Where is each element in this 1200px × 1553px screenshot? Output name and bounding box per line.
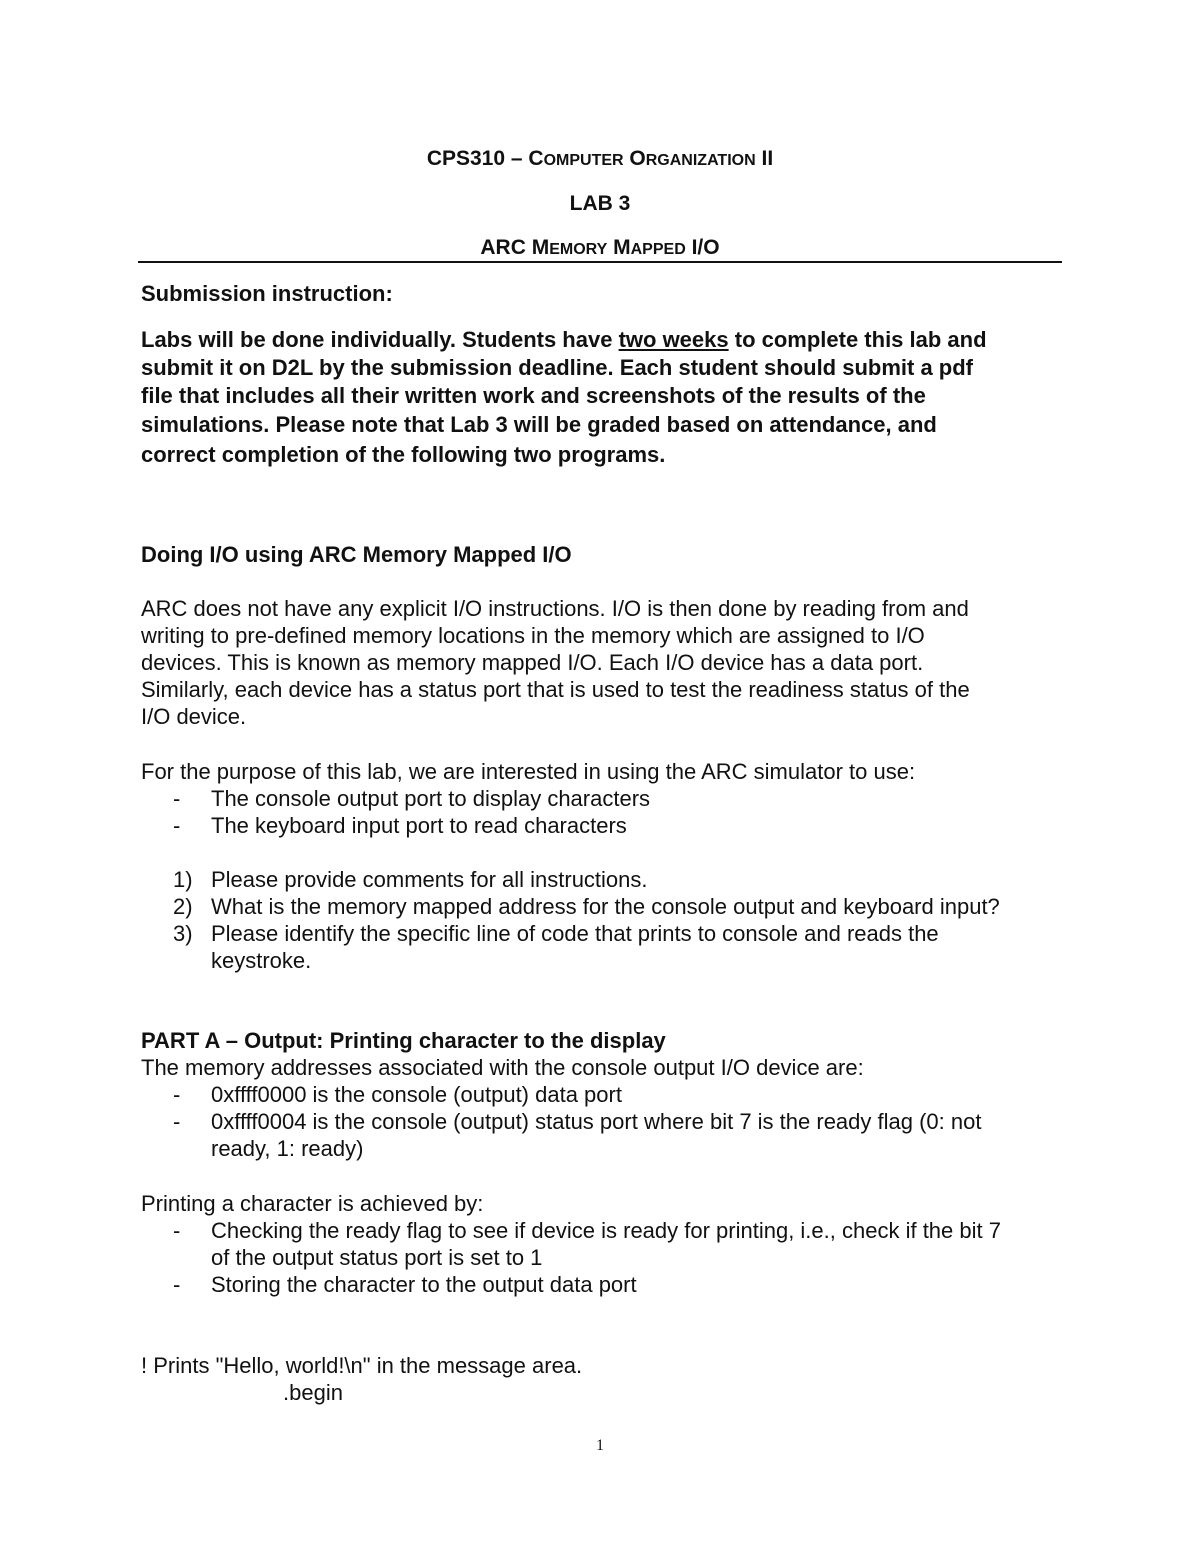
part-a-heading: PART A – Output: Printing character to the display [141, 1028, 666, 1053]
paragraph-line: devices. This is known as memory mapped I/O. Each I/O device has a data port. [141, 650, 924, 675]
header-rule [138, 261, 1062, 263]
submission-heading: Submission instruction: [141, 281, 393, 306]
paragraph-line: ARC does not have any explicit I/O instructions. I/O is then done by reading from and [141, 596, 969, 621]
code-begin: .begin [283, 1380, 343, 1405]
paragraph-line: I/O device. [141, 704, 247, 729]
submission-line: Labs will be done individually. Students have two weeks to complete this lab and [141, 327, 987, 352]
paragraph-line: The memory addresses associated with the console output I/O device are: [141, 1055, 864, 1080]
paragraph-line: writing to pre-defined memory locations in the memory which are assigned to I/O [141, 623, 925, 648]
bullet-dash: - [173, 1218, 181, 1243]
lab-title: ARC MEMORY MAPPED I/O [480, 236, 720, 259]
paragraph-line: Similarly, each device has a status port that is used to test the readiness status of the [141, 677, 970, 702]
course-title: CPS310 – COMPUTER ORGANIZATION II [426, 147, 774, 170]
submission-line: correct completion of the following two programs. [141, 442, 666, 467]
submission-line: simulations. Please note that Lab 3 will be graded based on attendance, and [141, 412, 937, 437]
bullet-dash: - [173, 813, 181, 838]
bullet-dash: - [173, 1109, 181, 1134]
submission-line: submit it on D2L by the submission deadline. Each student should submit a pdf [141, 355, 974, 380]
two-weeks-emphasis: two weeks [618, 327, 729, 352]
code-comment: ! Prints "Hello, world!\n" in the message area. [141, 1353, 583, 1378]
paragraph-line: Printing a character is achieved by: [141, 1191, 484, 1216]
submission-line: file that includes all their written work and screenshots of the results of the [141, 383, 926, 408]
paragraph-line: For the purpose of this lab, we are interested in using the ARC simulator to use: [141, 759, 916, 784]
section-heading: Doing I/O using ARC Memory Mapped I/O [141, 542, 572, 567]
bullet-dash: - [173, 786, 181, 811]
bullet-dash: - [173, 1082, 181, 1107]
page-number: 1 [596, 1437, 604, 1454]
document-page: CPS310 – COMPUTER ORGANIZATION II LAB 3 ARC MEMORY MAPPED I/O Submission instruction: Labs will be done individually. Students have two weeks to complete this lab and submit it on D2L by the submission deadline. Each student should submit a pdf file that includes all their written work and screenshots of the results of the simulations. Please note that Lab 3 will be graded based on attendance, and correct completion of the following two programs. Doing I/O using ARC Memory Mapped I/O ARC does not have any explicit I/O instructions. I/O is then done by reading from and writing to pre-defined memory locations in the memory which are assigned to I/O devices. This is known as memory mapped I/O. Each I/O device has a data port. Similarly, each device has a status port that is used to test the readiness status of the I/O device. For the purpose of this lab, we are interested in using the ARC simulator to use: - The console output port to display characters - The keyboard input port to read characters 1) Please provide comments for all instructions. 2) What is the memory mapped address for the console output and keyboard input? 3) Please identify the specific line of code that prints to console and reads the keystroke. PART A – Output: Printing character to the display The memory addresses associated with the console output I/O device are: - 0xffff0000 is the console (output) data port - 0xffff0004 is the console (output) status port where bit 7 is the ready flag (0: not ready, 1: ready) Printing a character is achieved by: - Checking the ready flag to see if device is ready for printing, i.e., check if the bit 7 of the output status port is set to 1 - Storing the character to the output data port ! Prints "Hello, world!\n" in the message area. .begin 1 [0, 0, 1200, 1553]
lab-number: LAB 3 [569, 192, 631, 215]
bullet-dash: - [173, 1272, 181, 1297]
